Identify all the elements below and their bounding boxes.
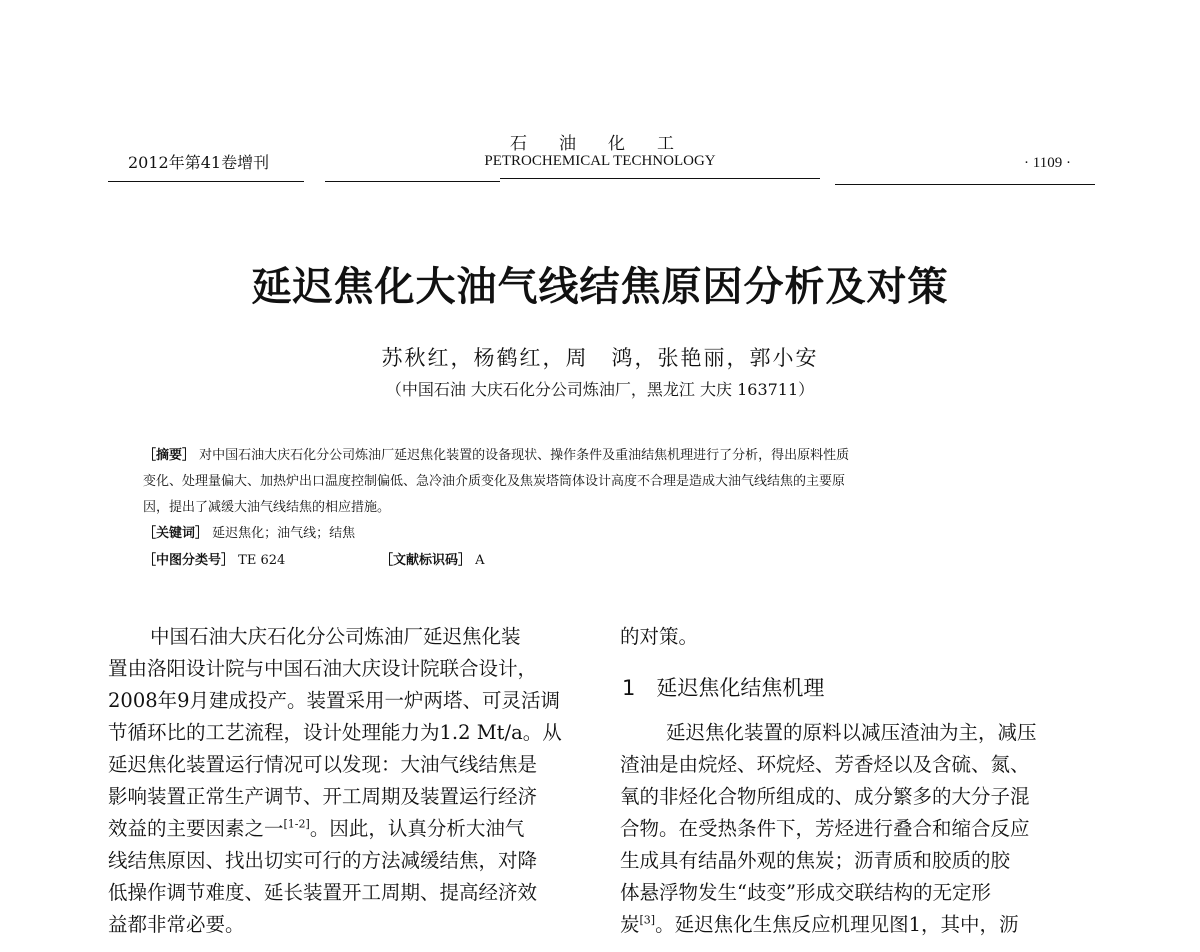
doc-value: A bbox=[475, 553, 485, 568]
paragraph-text: 效益的主要因素之一 bbox=[108, 817, 284, 840]
paragraph-line: 中国石油大庆石化分公司炼油厂延迟焦化装 bbox=[150, 625, 521, 648]
keywords-label: ［关键词］ bbox=[143, 526, 209, 541]
paragraph-line: 线结焦原因、找出切实可行的方法减缓结焦，对降 bbox=[108, 849, 538, 872]
paragraph-line: 体悬浮物发生“歧变”形成交联结构的无定形 bbox=[620, 881, 991, 904]
paragraph-line: 的对策。 bbox=[620, 625, 699, 648]
abstract-line: 因，提出了减缓大油气线结焦的相应措施。 bbox=[143, 500, 391, 515]
journal-name-cn: 石油化工 bbox=[510, 134, 706, 154]
keywords-text: 延迟焦化；油气线；结焦 bbox=[212, 526, 356, 541]
abstract-label: ［摘要］ bbox=[143, 448, 196, 463]
keywords-line bbox=[143, 522, 355, 541]
paragraph-line: 延迟焦化装置运行情况可以发现：大油气线结焦是 bbox=[108, 753, 538, 776]
paragraph-line: 影响装置正常生产调节、开工周期及装置运行经济 bbox=[108, 785, 538, 808]
paragraph-line bbox=[620, 909, 1019, 937]
paragraph-text: 。因此，认真分析大油气 bbox=[309, 817, 525, 840]
paragraph-line: 2008年9月建成投产。装置采用一炉两塔、可灵活调 bbox=[108, 689, 561, 712]
paragraph-line: 低操作调节难度、延长装置开工周期、提高经济效 bbox=[108, 881, 538, 904]
abstract-line: 变化、处理量偏大、加热炉出口温度控制偏低、急冷油介质变化及焦炭塔筒体设计高度不合理是造成大油气线结焦的主要原 bbox=[143, 474, 846, 489]
classification-line bbox=[143, 549, 285, 568]
abstract-line bbox=[143, 444, 849, 463]
doc-label: ［文献标识码］ bbox=[380, 553, 472, 568]
abstract-text: 对中国石油大庆石化分公司炼油厂延迟焦化装置的设备现状、操作条件及重油结焦机理进行了分析，得出原料性质 bbox=[199, 448, 850, 463]
paragraph-line bbox=[108, 813, 524, 841]
paragraph-line: 合物。在受热条件下，芳烃进行叠合和缩合反应 bbox=[620, 817, 1030, 840]
paragraph-line: 节循环比的工艺流程，设计处理能力为1.2 Mt/a。从 bbox=[108, 721, 562, 744]
paragraph-line: 益都非常必要。 bbox=[108, 913, 245, 936]
page-number: · 1109 · bbox=[1024, 155, 1071, 171]
article-authors: 苏秋红，杨鹤红，周 鸿，张艳丽，郭小安 bbox=[381, 346, 819, 370]
paragraph-text: 炭 bbox=[620, 913, 640, 936]
doc-code-line bbox=[380, 549, 485, 568]
citation-ref: [1-2] bbox=[283, 817, 310, 831]
paragraph-line: 生成具有结晶外观的焦炭；沥青质和胶质的胶 bbox=[620, 849, 1011, 872]
header-rule bbox=[835, 184, 1095, 185]
header-rule bbox=[108, 181, 304, 182]
paragraph-line: 置由洛阳设计院与中国石油大庆设计院联合设计， bbox=[108, 657, 538, 680]
article-title: 延迟焦化大油气线结焦原因分析及对策 bbox=[251, 264, 949, 310]
journal-name-en: PETROCHEMICAL TECHNOLOGY bbox=[484, 153, 716, 169]
header-rule bbox=[325, 181, 500, 182]
article-affiliation: （中国石油 大庆石化分公司炼油厂，黑龙江 大庆 163711） bbox=[385, 380, 815, 399]
header-rule bbox=[500, 178, 820, 179]
class-value: TE 624 bbox=[238, 553, 286, 568]
section-heading: 1 延迟焦化结焦机理 bbox=[622, 676, 825, 700]
paragraph-line: 氧的非烃化合物所组成的、成分繁多的大分子混 bbox=[620, 785, 1030, 808]
class-label: ［中图分类号］ bbox=[143, 553, 235, 568]
paragraph-line: 延迟焦化装置的原料以减压渣油为主，减压 bbox=[666, 721, 1037, 744]
citation-ref: [3] bbox=[639, 913, 656, 927]
paragraph-text: 。延迟焦化生焦反应机理见图1，其中，沥 bbox=[655, 913, 1019, 936]
paragraph-line: 渣油是由烷烃、环烷烃、芳香烃以及含硫、氮、 bbox=[620, 753, 1030, 776]
journal-issue: 2012年第41卷增刊 bbox=[128, 153, 270, 172]
